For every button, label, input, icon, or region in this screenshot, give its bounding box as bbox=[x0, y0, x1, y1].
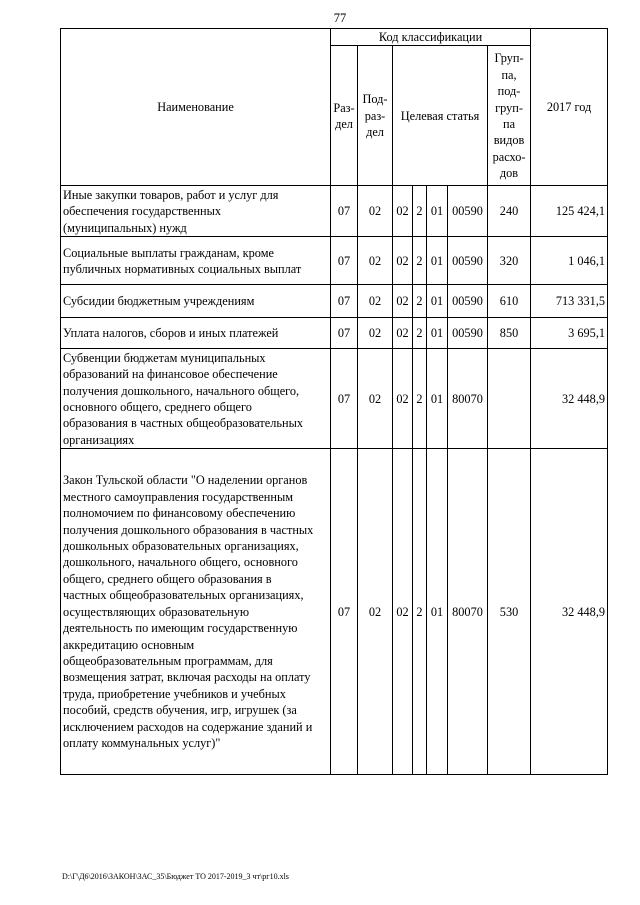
target-subprogram: 2 bbox=[413, 285, 427, 318]
target-subprogram: 2 bbox=[413, 349, 427, 449]
target-subprogram: 2 bbox=[413, 318, 427, 349]
amount-2017: 713 331,5 bbox=[531, 285, 608, 318]
row-name: Закон Тульской области "О наделении органов местного самоуправления государственным полномочием по финансовому обеспечению получения дошкольного образования в частных дошкольных образовательных организациях, дошкольного, начального общего, основного общего, среднего общего образования в частных общеобразовательных организациях, осуществляющих образовательную деятельность по имеющим государственную аккредитацию основным общеобразовательным программам, для возмещения затрат, включая расходы на оплату труда, приобретение учебников и учебных пособий, средств обучения, игр, игрушек (за исключением расходов на содержание зданий и оплату коммунальных услуг)" bbox=[61, 449, 331, 775]
file-path-footer: D:\Г\Д6\2016\ЗАКОН\ЗАС_35\Бюджет ТО 2017-2019_3 чт\рг10.xls bbox=[62, 872, 289, 881]
table-row bbox=[61, 349, 608, 449]
target-program: 02 bbox=[393, 318, 413, 349]
row-name: Иные закупки товаров, работ и услуг для обеспечения государственных (муниципальных) нужд bbox=[61, 186, 331, 237]
target-subprogram: 2 bbox=[413, 186, 427, 237]
table-row bbox=[61, 186, 608, 237]
target-program: 02 bbox=[393, 237, 413, 285]
row-name: Субсидии бюджетным учреждениям bbox=[61, 285, 331, 318]
section-code: 07 bbox=[331, 237, 358, 285]
subsection-code: 02 bbox=[358, 349, 393, 449]
target-direction: 00590 bbox=[448, 285, 488, 318]
target-main-event: 01 bbox=[427, 449, 448, 775]
target-main-event: 01 bbox=[427, 318, 448, 349]
target-main-event: 01 bbox=[427, 285, 448, 318]
target-direction: 80070 bbox=[448, 349, 488, 449]
target-direction: 80070 bbox=[448, 449, 488, 775]
table-row bbox=[61, 285, 608, 318]
table-row bbox=[61, 318, 608, 349]
header-row bbox=[61, 29, 608, 46]
target-subprogram: 2 bbox=[413, 237, 427, 285]
table-row bbox=[61, 449, 608, 775]
section-code: 07 bbox=[331, 349, 358, 449]
expense-group: 320 bbox=[488, 237, 531, 285]
section-code: 07 bbox=[331, 449, 358, 775]
header-name: Наименование bbox=[61, 29, 331, 186]
target-main-event: 01 bbox=[427, 349, 448, 449]
target-direction: 00590 bbox=[448, 186, 488, 237]
amount-2017: 1 046,1 bbox=[531, 237, 608, 285]
page-number: 77 bbox=[333, 11, 347, 25]
target-main-event: 01 bbox=[427, 237, 448, 285]
header-classification-code: Код классификации bbox=[331, 29, 531, 46]
expense-group: 530 bbox=[488, 449, 531, 775]
section-code: 07 bbox=[331, 285, 358, 318]
target-subprogram: 2 bbox=[413, 449, 427, 775]
subsection-code: 02 bbox=[358, 449, 393, 775]
target-program: 02 bbox=[393, 349, 413, 449]
target-direction: 00590 bbox=[448, 318, 488, 349]
target-main-event: 01 bbox=[427, 186, 448, 237]
subsection-code: 02 bbox=[358, 237, 393, 285]
amount-2017: 32 448,9 bbox=[531, 349, 608, 449]
expense-group bbox=[488, 349, 531, 449]
row-name: Субвенции бюджетам муниципальных образований на финансовое обеспечение получения дошкольного, начального общего, основного общего, среднего общего образования в частных общеобразовательных организациях bbox=[61, 349, 331, 449]
row-name: Уплата налогов, сборов и иных платежей bbox=[61, 318, 331, 349]
target-program: 02 bbox=[393, 449, 413, 775]
subsection-code: 02 bbox=[358, 285, 393, 318]
section-code: 07 bbox=[331, 186, 358, 237]
subsection-code: 02 bbox=[358, 186, 393, 237]
header-expense-group: Груп- па, под- груп- па видов расхо- дов bbox=[488, 46, 531, 186]
target-program: 02 bbox=[393, 285, 413, 318]
header-subsection: Под- раз- дел bbox=[358, 46, 393, 186]
expense-group: 850 bbox=[488, 318, 531, 349]
header-target-article: Целевая статья bbox=[393, 46, 488, 186]
amount-2017: 3 695,1 bbox=[531, 318, 608, 349]
amount-2017: 125 424,1 bbox=[531, 186, 608, 237]
section-code: 07 bbox=[331, 318, 358, 349]
expense-group: 240 bbox=[488, 186, 531, 237]
subsection-code: 02 bbox=[358, 318, 393, 349]
row-name: Социальные выплаты гражданам, кроме публичных нормативных социальных выплат bbox=[61, 237, 331, 285]
amount-2017: 32 448,9 bbox=[531, 449, 608, 775]
target-direction: 00590 bbox=[448, 237, 488, 285]
target-program: 02 bbox=[393, 186, 413, 237]
header-section: Раз- дел bbox=[331, 46, 358, 186]
table-row bbox=[61, 237, 608, 285]
budget-table bbox=[60, 28, 608, 775]
header-year: 2017 год bbox=[531, 29, 608, 186]
expense-group: 610 bbox=[488, 285, 531, 318]
